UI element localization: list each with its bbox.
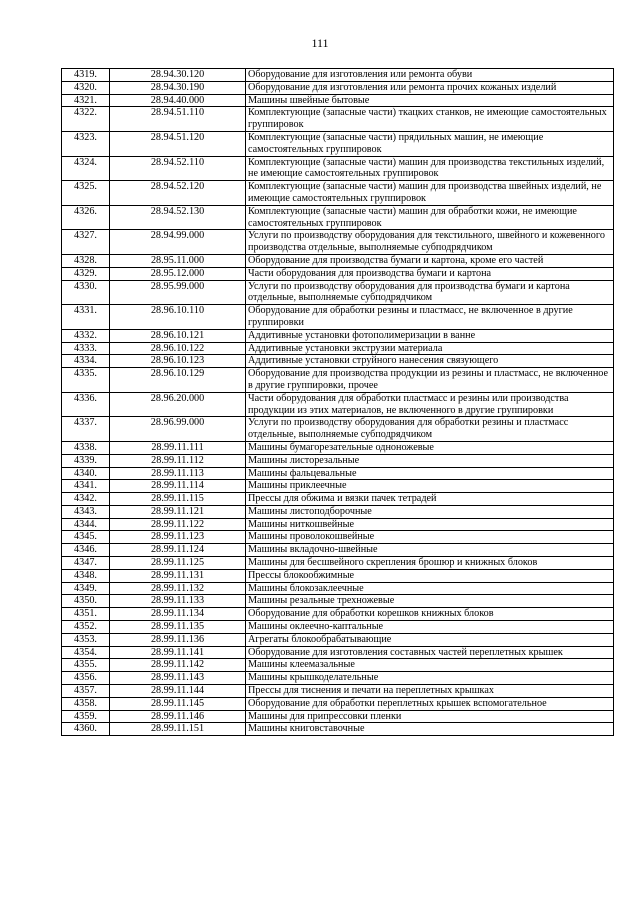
table-row	[62, 633, 614, 646]
table-row	[62, 368, 614, 393]
row-code: 28.99.11.133	[110, 595, 246, 608]
row-code: 28.99.11.114	[110, 480, 246, 493]
table-row	[62, 672, 614, 685]
table-row	[62, 329, 614, 342]
row-code: 28.99.11.146	[110, 710, 246, 723]
row-name: Машины для припрессовки пленки	[246, 710, 614, 723]
row-name: Агрегаты блокообрабатывающие	[246, 633, 614, 646]
table-row	[62, 205, 614, 230]
row-name: Оборудование для изготовления или ремонта прочих кожаных изделий	[246, 81, 614, 94]
row-name: Машины приклеечные	[246, 480, 614, 493]
row-number: 4358.	[62, 697, 110, 710]
row-code: 28.99.11.144	[110, 685, 246, 698]
row-name: Аддитивные установки экструзии материала	[246, 342, 614, 355]
row-number: 4339.	[62, 454, 110, 467]
row-code: 28.94.40.000	[110, 94, 246, 107]
row-number: 4353.	[62, 633, 110, 646]
table-row	[62, 493, 614, 506]
row-name: Оборудование для изготовления составных частей переплетных крышек	[246, 646, 614, 659]
row-name: Машины листорезальные	[246, 454, 614, 467]
table-row	[62, 480, 614, 493]
row-number: 4329.	[62, 267, 110, 280]
row-number: 4340.	[62, 467, 110, 480]
row-name: Оборудование для обработки переплетных крышек вспомогательное	[246, 697, 614, 710]
table-row	[62, 685, 614, 698]
row-code: 28.96.10.123	[110, 355, 246, 368]
row-name: Машины бумагорезательные одноножевые	[246, 441, 614, 454]
row-number: 4323.	[62, 131, 110, 156]
table-row	[62, 582, 614, 595]
table-row	[62, 569, 614, 582]
row-code: 28.99.11.113	[110, 467, 246, 480]
row-code: 28.99.11.151	[110, 723, 246, 736]
row-name: Машины вкладочно-швейные	[246, 544, 614, 557]
table-row	[62, 505, 614, 518]
table-row	[62, 723, 614, 736]
row-name: Комплектующие (запасные части) прядильных машин, не имеющие самостоятельных группировок	[246, 131, 614, 156]
row-name: Комплектующие (запасные части) машин для обработки кожи, не имеющие самостоятельных группировок	[246, 205, 614, 230]
row-number: 4344.	[62, 518, 110, 531]
table-row	[62, 557, 614, 570]
row-code: 28.95.11.000	[110, 254, 246, 267]
page-number: 111	[311, 36, 329, 50]
row-number: 4322.	[62, 107, 110, 132]
row-name: Оборудование для обработки резины и пластмасс, не включенное в другие группировки	[246, 305, 614, 330]
row-code: 28.99.11.111	[110, 441, 246, 454]
row-code: 28.94.51.110	[110, 107, 246, 132]
row-number: 4332.	[62, 329, 110, 342]
row-number: 4327.	[62, 230, 110, 255]
table-row	[62, 454, 614, 467]
row-name: Оборудование для производства продукции из резины и пластмасс, не включенное в другие группировки, прочее	[246, 368, 614, 393]
row-code: 28.96.10.122	[110, 342, 246, 355]
row-name: Прессы для тиснения и печати на переплетных крышках	[246, 685, 614, 698]
row-code: 28.99.11.136	[110, 633, 246, 646]
row-code: 28.99.11.125	[110, 557, 246, 570]
row-name: Машины книговставочные	[246, 723, 614, 736]
table-row	[62, 342, 614, 355]
row-code: 28.99.11.122	[110, 518, 246, 531]
table-row	[62, 531, 614, 544]
row-number: 4330.	[62, 280, 110, 305]
row-name: Машины оклеечно-каптальные	[246, 621, 614, 634]
table-row	[62, 280, 614, 305]
table-row	[62, 107, 614, 132]
row-name: Машины ниткошвейные	[246, 518, 614, 531]
row-code: 28.94.52.110	[110, 156, 246, 181]
table-row	[62, 417, 614, 442]
row-name: Машины крышкоделательные	[246, 672, 614, 685]
row-code: 28.99.11.121	[110, 505, 246, 518]
row-name: Прессы блокообжимные	[246, 569, 614, 582]
row-name: Услуги по производству оборудования для обработки резины и пластмасс отдельные, выполняемые субподрядчиком	[246, 417, 614, 442]
row-code: 28.94.99.000	[110, 230, 246, 255]
row-number: 4341.	[62, 480, 110, 493]
table-row	[62, 305, 614, 330]
row-code: 28.99.11.124	[110, 544, 246, 557]
row-number: 4356.	[62, 672, 110, 685]
row-code: 28.94.52.120	[110, 181, 246, 206]
row-number: 4354.	[62, 646, 110, 659]
row-code: 28.94.30.190	[110, 81, 246, 94]
row-code: 28.95.99.000	[110, 280, 246, 305]
table-row	[62, 659, 614, 672]
row-code: 28.99.11.142	[110, 659, 246, 672]
row-name: Машины листоподборочные	[246, 505, 614, 518]
table-row	[62, 181, 614, 206]
row-number: 4352.	[62, 621, 110, 634]
row-name: Оборудование для обработки корешков книжных блоков	[246, 608, 614, 621]
row-number: 4346.	[62, 544, 110, 557]
row-code: 28.96.99.000	[110, 417, 246, 442]
table-row	[62, 355, 614, 368]
table-row	[62, 267, 614, 280]
codes-table	[61, 68, 614, 736]
table-row	[62, 467, 614, 480]
row-name: Услуги по производству оборудования для текстильного, швейного и кожевенного производства отдельные, выполняемые субподрядчиком	[246, 230, 614, 255]
row-name: Машины проволокошвейные	[246, 531, 614, 544]
row-name: Машины клеемазальные	[246, 659, 614, 672]
table-row	[62, 544, 614, 557]
row-code: 28.94.51.120	[110, 131, 246, 156]
row-code: 28.99.11.134	[110, 608, 246, 621]
row-number: 4337.	[62, 417, 110, 442]
row-code: 28.99.11.123	[110, 531, 246, 544]
table-row	[62, 595, 614, 608]
row-number: 4347.	[62, 557, 110, 570]
row-code: 28.99.11.115	[110, 493, 246, 506]
row-number: 4335.	[62, 368, 110, 393]
row-name: Комплектующие (запасные части) машин для производства швейных изделий, не имеющие самостоятельных группировок	[246, 181, 614, 206]
row-name: Комплектующие (запасные части) ткацких станков, не имеющие самостоятельных группировок	[246, 107, 614, 132]
row-number: 4359.	[62, 710, 110, 723]
row-code: 28.99.11.145	[110, 697, 246, 710]
table-row	[62, 608, 614, 621]
row-code: 28.94.30.120	[110, 69, 246, 82]
row-name: Услуги по производству оборудования для производства бумаги и картона отдельные, выполняемые субподрядчиком	[246, 280, 614, 305]
table-row	[62, 392, 614, 417]
row-number: 4343.	[62, 505, 110, 518]
table-row	[62, 230, 614, 255]
row-number: 4360.	[62, 723, 110, 736]
row-name: Аддитивные установки струйного нанесения связующего	[246, 355, 614, 368]
row-code: 28.99.11.131	[110, 569, 246, 582]
row-number: 4336.	[62, 392, 110, 417]
row-number: 4338.	[62, 441, 110, 454]
row-number: 4355.	[62, 659, 110, 672]
row-number: 4349.	[62, 582, 110, 595]
row-name: Машины фальцевальные	[246, 467, 614, 480]
row-number: 4333.	[62, 342, 110, 355]
row-number: 4324.	[62, 156, 110, 181]
row-number: 4321.	[62, 94, 110, 107]
row-number: 4348.	[62, 569, 110, 582]
row-number: 4334.	[62, 355, 110, 368]
row-name: Прессы для обжима и вязки пачек тетрадей	[246, 493, 614, 506]
table-row	[62, 69, 614, 82]
row-number: 4325.	[62, 181, 110, 206]
row-name: Машины для бесшвейного скрепления брошюр и книжных блоков	[246, 557, 614, 570]
row-code: 28.99.11.143	[110, 672, 246, 685]
row-number: 4319.	[62, 69, 110, 82]
row-code: 28.94.52.130	[110, 205, 246, 230]
row-name: Части оборудования для обработки пластмасс и резины или производства продукции из этих материалов, не включенного в другие группировки	[246, 392, 614, 417]
table-row	[62, 254, 614, 267]
row-code: 28.99.11.112	[110, 454, 246, 467]
row-code: 28.99.11.132	[110, 582, 246, 595]
table-row	[62, 518, 614, 531]
row-number: 4331.	[62, 305, 110, 330]
table-row	[62, 621, 614, 634]
row-code: 28.96.10.121	[110, 329, 246, 342]
table-row	[62, 646, 614, 659]
row-name: Аддитивные установки фотополимеризации в ванне	[246, 329, 614, 342]
row-name: Оборудование для производства бумаги и картона, кроме его частей	[246, 254, 614, 267]
row-number: 4357.	[62, 685, 110, 698]
row-name: Машины блокозаклеечные	[246, 582, 614, 595]
row-name: Части оборудования для производства бумаги и картона	[246, 267, 614, 280]
codes-table-body	[62, 69, 614, 736]
table-row	[62, 81, 614, 94]
row-code: 28.99.11.135	[110, 621, 246, 634]
table-row	[62, 156, 614, 181]
row-number: 4328.	[62, 254, 110, 267]
table-row	[62, 94, 614, 107]
table-row	[62, 131, 614, 156]
row-code: 28.96.20.000	[110, 392, 246, 417]
row-code: 28.96.10.129	[110, 368, 246, 393]
row-number: 4342.	[62, 493, 110, 506]
table-row	[62, 441, 614, 454]
row-number: 4320.	[62, 81, 110, 94]
row-number: 4345.	[62, 531, 110, 544]
row-name: Оборудование для изготовления или ремонта обуви	[246, 69, 614, 82]
row-number: 4326.	[62, 205, 110, 230]
row-code: 28.96.10.110	[110, 305, 246, 330]
row-name: Комплектующие (запасные части) машин для производства текстильных изделий, не имеющие самостоятельных группировок	[246, 156, 614, 181]
table-row	[62, 697, 614, 710]
row-name: Машины резальные трехножевые	[246, 595, 614, 608]
row-code: 28.99.11.141	[110, 646, 246, 659]
row-code: 28.95.12.000	[110, 267, 246, 280]
row-number: 4350.	[62, 595, 110, 608]
row-number: 4351.	[62, 608, 110, 621]
table-row	[62, 710, 614, 723]
row-name: Машины швейные бытовые	[246, 94, 614, 107]
